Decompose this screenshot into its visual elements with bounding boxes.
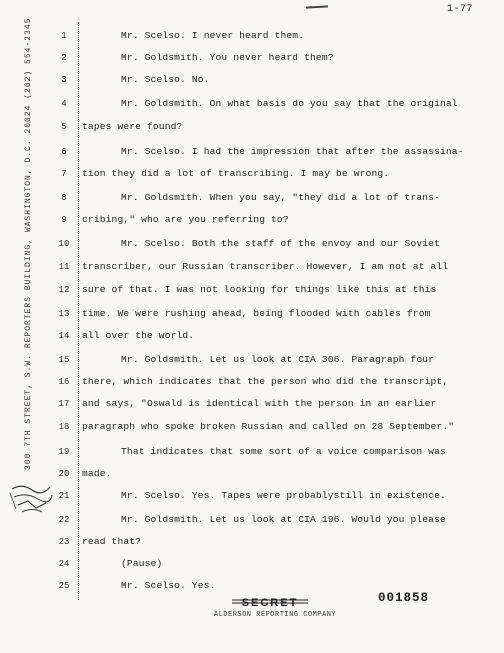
transcript-line: tion they did a lot of transcribing. I may be wrong. xyxy=(82,168,390,179)
line-number: 22 xyxy=(58,515,70,525)
transcript-line: (Pause) xyxy=(121,558,163,569)
classification-stamp-text: SECRET xyxy=(241,597,299,608)
line-number: 2 xyxy=(61,53,67,63)
transcript-line: made. xyxy=(82,468,112,479)
line-number: 5 xyxy=(61,122,67,132)
transcript-line: That indicates that some sort of a voice comparison was xyxy=(121,446,446,457)
received-stamp-mark xyxy=(8,481,54,515)
line-number: 13 xyxy=(58,309,70,319)
transcript-line: Mr. Scelso. I had the impression that after the assassina- xyxy=(121,146,464,157)
line-number: 12 xyxy=(58,285,70,295)
transcript-line: cribing," who are you referring to? xyxy=(82,214,289,225)
line-number: 4 xyxy=(61,99,67,109)
transcript-line: transcriber, our Russian transcriber. However, I am not at all xyxy=(82,261,449,272)
line-number: 10 xyxy=(58,239,70,249)
line-number: 23 xyxy=(58,537,70,547)
line-number: 21 xyxy=(58,491,70,501)
line-number: 19 xyxy=(58,447,70,457)
line-number: 9 xyxy=(61,215,67,225)
reporter-footer: ALDERSON REPORTING COMPANY xyxy=(213,611,337,619)
line-number: 16 xyxy=(58,377,70,387)
transcript-line: Mr. Goldsmith. When you say, "they did a lot of trans- xyxy=(121,192,440,203)
transcript-line: Mr. Scelso. No. xyxy=(121,74,210,85)
document-id: 001858 xyxy=(378,591,430,605)
transcript-line: Mr. Scelso. Yes. Tapes were probablystill in existence. xyxy=(121,490,446,501)
line-number: 15 xyxy=(58,355,70,365)
transcript-line: read that? xyxy=(82,536,142,547)
line-number: 20 xyxy=(58,469,70,479)
transcript-line: paragraph who spoke broken Russian and called on 28 September." xyxy=(82,421,455,432)
line-number: 11 xyxy=(58,262,70,272)
line-number: 3 xyxy=(61,75,67,85)
transcript-line: Mr. Goldsmith. You never heard them? xyxy=(121,52,334,63)
line-number: 18 xyxy=(58,422,70,432)
transcript-line: Mr. Scelso. Yes. xyxy=(121,580,216,591)
classification-stamp xyxy=(228,596,312,608)
line-number: 7 xyxy=(61,169,67,179)
transcript-line: there, which indicates that the person who did the transcript, xyxy=(82,376,449,387)
line-number: 1 xyxy=(61,31,67,41)
transcript-line: Mr. Goldsmith. Let us look at CIA 306. Paragraph four xyxy=(121,354,435,365)
transcript-line: tapes were found? xyxy=(82,121,183,132)
line-number: 8 xyxy=(61,193,67,203)
transcript-line: Mr. Scelso. Both the staff of the envoy and our Soviet xyxy=(121,238,440,249)
top-pen-mark xyxy=(306,5,328,8)
transcript-line: Mr. Scelso. I never heard them. xyxy=(121,30,305,41)
margin-address: 300 7TH STREET, S.W. REPORTERS BUILDING, WASHINGTON, D.C. 20024 (202) 554-2345 xyxy=(24,17,33,470)
line-number: 14 xyxy=(58,331,70,341)
transcript-line: Mr. Goldsmith. Let us look at CIA 196. Would you please xyxy=(121,514,446,525)
transcript-line: Mr. Goldsmith. On what basis do you say that the original xyxy=(121,98,458,109)
line-number: 24 xyxy=(58,559,70,569)
margin-rule xyxy=(78,22,79,600)
transcript-line: all over the world. xyxy=(82,330,195,341)
transcript-line: sure of that. I was not looking for things like this at this xyxy=(82,284,437,295)
line-number: 6 xyxy=(61,147,67,157)
transcript-line: and says, "Oswald is identical with the person in an earlier xyxy=(82,398,437,409)
transcript-line: time. We were rushing ahead, being flooded with cables from xyxy=(82,308,431,319)
page-number: 1-77 xyxy=(447,4,474,15)
line-number: 17 xyxy=(58,399,70,409)
line-number: 25 xyxy=(58,581,70,591)
